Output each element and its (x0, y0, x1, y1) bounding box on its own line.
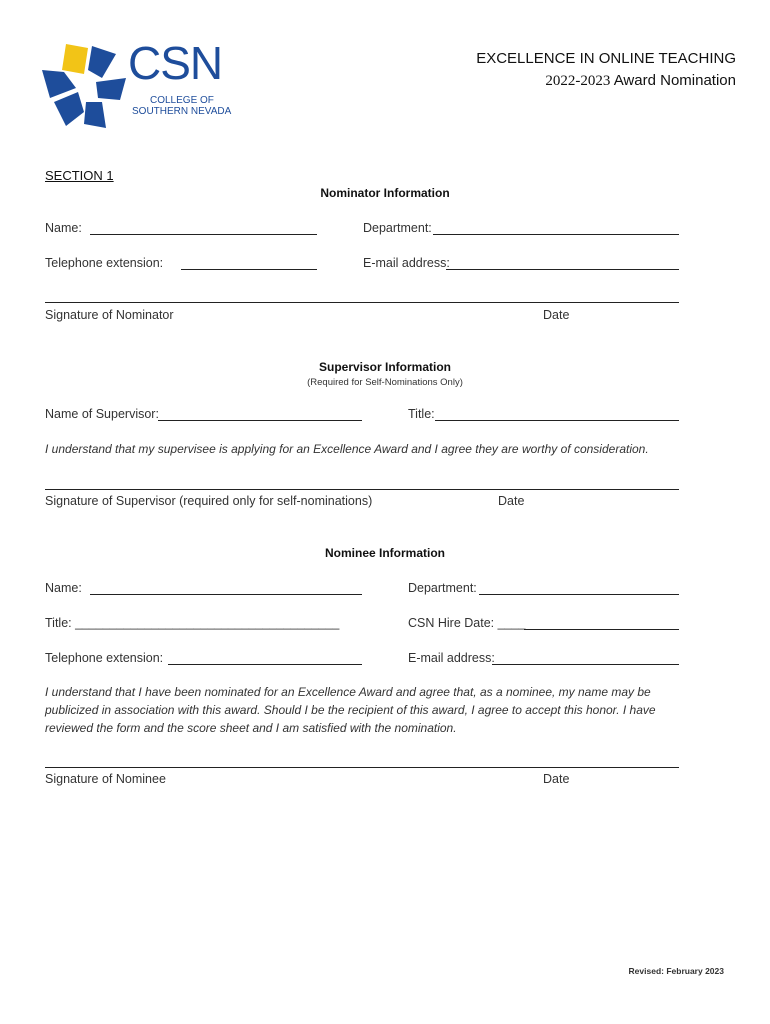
supervisor-note: (Required for Self-Nominations Only) (307, 377, 463, 388)
supervisor-signature-label: Signature of Supervisor (required only for self-nominations) (45, 494, 373, 508)
nominator-heading: Nominator Information (320, 186, 450, 200)
nominee-statement-line1: I understand that I have been nominated for an Excellence Award and agree that, as a nominee, my name may be (45, 685, 651, 699)
nominator-email-label: E-mail address: (363, 256, 450, 270)
nominee-telephone-label: Telephone extension: (45, 651, 164, 665)
logo-line1: COLLEGE OF (150, 95, 214, 106)
supervisor-name-label: Name of Supervisor: (45, 407, 159, 421)
nominee-signature-field[interactable] (45, 767, 679, 768)
nominee-title-label: Title: (45, 616, 76, 630)
form-title: EXCELLENCE IN ONLINE TEACHING (476, 50, 736, 67)
nominator-signature-field[interactable] (45, 302, 679, 303)
nominee-statement-line2: publicized in association with this award. Should I be the recipient of this award, I agree to accept this honor. I have (45, 703, 656, 717)
supervisor-title-label: Title: (408, 407, 435, 421)
supervisor-signature-field[interactable] (45, 489, 679, 490)
supervisor-title-field[interactable] (435, 420, 679, 421)
nominator-department-label: Department: (363, 221, 432, 235)
nominee-signature-label: Signature of Nominee (45, 772, 166, 786)
nominee-hire-date-label: CSN Hire Date: (408, 616, 498, 630)
award-year: 2022-2023 (545, 73, 611, 89)
nominator-email-field[interactable] (446, 269, 679, 270)
nominee-department-label: Department: (408, 581, 477, 595)
nominator-department-field[interactable] (433, 234, 679, 235)
nominator-signature-label: Signature of Nominator (45, 308, 174, 322)
award-subtitle: Award Nomination (613, 72, 736, 89)
nominee-title-field[interactable]: ______________________________________ (75, 616, 340, 630)
nominee-name-field[interactable] (90, 594, 362, 595)
nominator-name-label: Name: (45, 221, 82, 235)
nominee-department-field[interactable] (479, 594, 679, 595)
csn-star-icon (40, 40, 132, 130)
nominee-date-label: Date (543, 772, 570, 786)
nominator-date-label: Date (543, 308, 570, 322)
nominee-email-label: E-mail address: (408, 651, 495, 665)
supervisor-date-label: Date (498, 494, 525, 508)
form-subtitle (545, 72, 736, 90)
nominator-telephone-field[interactable] (181, 269, 317, 270)
nominee-telephone-field[interactable] (168, 664, 362, 665)
nominee-email-field[interactable] (492, 664, 679, 665)
nominee-hire-date-row (408, 616, 525, 630)
csn-logo (40, 37, 240, 130)
nominee-hire-date-underscores: ____ (497, 616, 526, 630)
logo-line2: SOUTHERN NEVADA (132, 106, 232, 117)
nominee-name-label: Name: (45, 581, 82, 595)
section-title: SECTION 1 (45, 168, 114, 183)
nominator-name-field[interactable] (90, 234, 317, 235)
nominee-heading: Nominee Information (324, 546, 445, 560)
revised-date: Revised: February 2023 (628, 966, 724, 976)
nominator-telephone-label: Telephone extension: (45, 256, 164, 270)
logo-abbr: CSN (128, 37, 223, 89)
nominee-hire-date-field[interactable] (524, 629, 679, 630)
nominee-title-row (45, 616, 339, 630)
nominee-statement-line3: reviewed the form and the score sheet and I am satisfied with the nomination. (45, 721, 457, 735)
supervisor-heading: Supervisor Information (318, 360, 452, 374)
supervisor-statement: I understand that my supervisee is applying for an Excellence Award and I agree they are worthy of consideration. (45, 442, 649, 456)
supervisor-name-field[interactable] (158, 420, 362, 421)
